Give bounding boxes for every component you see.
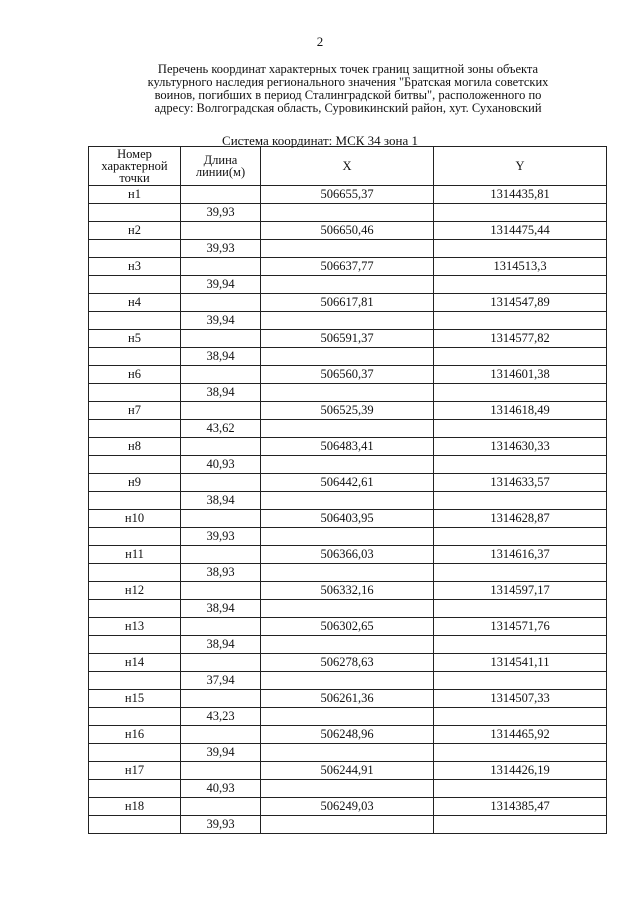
y-coordinate-cell: 1314633,57 [434,474,607,492]
y-coordinate-cell: 1314426,19 [434,762,607,780]
table-row [89,510,607,528]
empty-cell [261,744,434,762]
y-coordinate-cell: 1314628,87 [434,510,607,528]
empty-cell [89,708,181,726]
x-coordinate-cell: 506248,96 [261,726,434,744]
point-name-cell: н5 [89,330,181,348]
point-name-cell: н9 [89,474,181,492]
line-length-cell: 39,93 [181,240,261,258]
empty-cell [261,384,434,402]
header-point-number: Номер характерной точки [89,147,181,186]
line-length-cell: 38,94 [181,384,261,402]
table-row [89,294,607,312]
table-row [89,798,607,816]
empty-cell [89,600,181,618]
empty-cell [434,420,607,438]
empty-cell [434,204,607,222]
y-coordinate-cell: 1314513,3 [434,258,607,276]
line-length-cell: 39,94 [181,312,261,330]
table-row [89,618,607,636]
empty-cell [181,258,261,276]
point-name-cell: н10 [89,510,181,528]
table-row [89,438,607,456]
y-coordinate-cell: 1314616,37 [434,546,607,564]
table-row [89,348,607,366]
point-name-cell: н6 [89,366,181,384]
empty-cell [434,492,607,510]
empty-cell [89,348,181,366]
x-coordinate-cell: 506655,37 [261,186,434,204]
empty-cell [89,636,181,654]
y-coordinate-cell: 1314618,49 [434,402,607,420]
point-name-cell: н14 [89,654,181,672]
y-coordinate-cell: 1314435,81 [434,186,607,204]
point-name-cell: н4 [89,294,181,312]
empty-cell [261,600,434,618]
line-length-cell: 39,93 [181,816,261,834]
empty-cell [261,672,434,690]
line-length-cell: 38,94 [181,600,261,618]
empty-cell [261,780,434,798]
y-coordinate-cell: 1314541,11 [434,654,607,672]
table-row [89,366,607,384]
x-coordinate-cell: 506483,41 [261,438,434,456]
empty-cell [181,618,261,636]
y-coordinate-cell: 1314507,33 [434,690,607,708]
line-length-cell: 39,94 [181,276,261,294]
point-name-cell: н3 [89,258,181,276]
empty-cell [89,384,181,402]
table-row [89,762,607,780]
title-line: адресу: Волгоградская область, Суровикинский район, хут. Сухановский [154,101,542,115]
empty-cell [261,240,434,258]
empty-cell [434,672,607,690]
table-row [89,276,607,294]
header-line-length: Длина линии(м) [181,147,261,186]
line-length-cell: 40,93 [181,780,261,798]
empty-cell [434,384,607,402]
empty-cell [181,330,261,348]
table-row [89,672,607,690]
line-length-cell: 40,93 [181,456,261,474]
table-row [89,420,607,438]
line-length-cell: 37,94 [181,672,261,690]
table-row [89,186,607,204]
table-row [89,402,607,420]
point-name-cell: н7 [89,402,181,420]
empty-cell [261,204,434,222]
line-length-cell: 39,93 [181,204,261,222]
table-row [89,492,607,510]
x-coordinate-cell: 506332,16 [261,582,434,600]
empty-cell [89,528,181,546]
line-length-cell: 39,94 [181,744,261,762]
x-coordinate-cell: 506560,37 [261,366,434,384]
x-coordinate-cell: 506525,39 [261,402,434,420]
title-line: воинов, погибших в период Сталинградской битвы", расположенного по [154,88,542,102]
empty-cell [89,744,181,762]
empty-cell [261,492,434,510]
x-coordinate-cell: 506366,03 [261,546,434,564]
point-name-cell: н11 [89,546,181,564]
table-row [89,582,607,600]
title-line: Перечень координат характерных точек границ защитной зоны объекта [157,62,539,76]
x-coordinate-cell: 506278,63 [261,654,434,672]
empty-cell [181,186,261,204]
x-coordinate-cell: 506261,36 [261,690,434,708]
y-coordinate-cell: 1314475,44 [434,222,607,240]
empty-cell [434,600,607,618]
x-coordinate-cell: 506637,77 [261,258,434,276]
empty-cell [89,492,181,510]
point-name-cell: н18 [89,798,181,816]
x-coordinate-cell: 506591,37 [261,330,434,348]
header-x: X [261,147,434,186]
empty-cell [261,312,434,330]
line-length-cell: 38,94 [181,636,261,654]
x-coordinate-cell: 506249,03 [261,798,434,816]
empty-cell [89,204,181,222]
empty-cell [434,780,607,798]
empty-cell [89,672,181,690]
empty-cell [434,528,607,546]
empty-cell [434,636,607,654]
empty-cell [89,276,181,294]
point-name-cell: н8 [89,438,181,456]
empty-cell [261,708,434,726]
empty-cell [89,420,181,438]
y-coordinate-cell: 1314571,76 [434,618,607,636]
table-row [89,240,607,258]
empty-cell [434,816,607,834]
empty-cell [261,564,434,582]
y-coordinate-cell: 1314601,38 [434,366,607,384]
y-coordinate-cell: 1314577,82 [434,330,607,348]
empty-cell [181,438,261,456]
header-y: Y [434,147,607,186]
empty-cell [261,816,434,834]
empty-cell [89,240,181,258]
table-row [89,744,607,762]
empty-cell [181,294,261,312]
table-row [89,474,607,492]
empty-cell [434,348,607,366]
document-title [108,63,588,115]
table-row [89,384,607,402]
empty-cell [181,762,261,780]
point-name-cell: н17 [89,762,181,780]
x-coordinate-cell: 506650,46 [261,222,434,240]
line-length-cell: 43,23 [181,708,261,726]
empty-cell [181,690,261,708]
line-length-cell: 43,62 [181,420,261,438]
empty-cell [261,636,434,654]
point-name-cell: н12 [89,582,181,600]
x-coordinate-cell: 506617,81 [261,294,434,312]
table-row [89,564,607,582]
table-row [89,222,607,240]
empty-cell [261,348,434,366]
point-name-cell: н2 [89,222,181,240]
table-row [89,204,607,222]
empty-cell [434,240,607,258]
empty-cell [434,276,607,294]
empty-cell [181,222,261,240]
y-coordinate-cell: 1314547,89 [434,294,607,312]
empty-cell [261,528,434,546]
empty-cell [261,420,434,438]
empty-cell [89,564,181,582]
coordinates-table [88,146,607,834]
table-row [89,528,607,546]
empty-cell [181,510,261,528]
empty-cell [434,744,607,762]
empty-cell [89,312,181,330]
point-name-cell: н13 [89,618,181,636]
x-coordinate-cell: 506244,91 [261,762,434,780]
empty-cell [181,798,261,816]
table-row [89,600,607,618]
empty-cell [261,456,434,474]
table-row [89,816,607,834]
empty-cell [434,708,607,726]
x-coordinate-cell: 506403,95 [261,510,434,528]
coordinate-system-label: Система координат: МСК 34 зона 1 [222,133,418,148]
empty-cell [181,474,261,492]
empty-cell [434,456,607,474]
table-row [89,546,607,564]
y-coordinate-cell: 1314385,47 [434,798,607,816]
empty-cell [89,816,181,834]
y-coordinate-cell: 1314630,33 [434,438,607,456]
empty-cell [89,456,181,474]
y-coordinate-cell: 1314465,92 [434,726,607,744]
table-row [89,780,607,798]
table-header-row [89,147,607,186]
empty-cell [181,582,261,600]
line-length-cell: 39,93 [181,528,261,546]
table-row [89,456,607,474]
empty-cell [434,564,607,582]
line-length-cell: 38,93 [181,564,261,582]
table-row [89,654,607,672]
x-coordinate-cell: 506442,61 [261,474,434,492]
point-name-cell: н15 [89,690,181,708]
line-length-cell: 38,94 [181,348,261,366]
point-name-cell: н1 [89,186,181,204]
y-coordinate-cell: 1314597,17 [434,582,607,600]
table-row [89,708,607,726]
table-row [89,636,607,654]
empty-cell [181,546,261,564]
empty-cell [181,402,261,420]
empty-cell [181,654,261,672]
title-line: культурного наследия регионального значения "Братская могила советских [147,75,549,89]
line-length-cell: 38,94 [181,492,261,510]
empty-cell [89,780,181,798]
empty-cell [261,276,434,294]
table-row [89,312,607,330]
point-name-cell: н16 [89,726,181,744]
empty-cell [434,312,607,330]
table-row [89,726,607,744]
table-row [89,330,607,348]
table-row [89,258,607,276]
table-row [89,690,607,708]
table-body [89,186,607,834]
page-number: 2 [316,34,324,49]
empty-cell [181,726,261,744]
empty-cell [181,366,261,384]
x-coordinate-cell: 506302,65 [261,618,434,636]
